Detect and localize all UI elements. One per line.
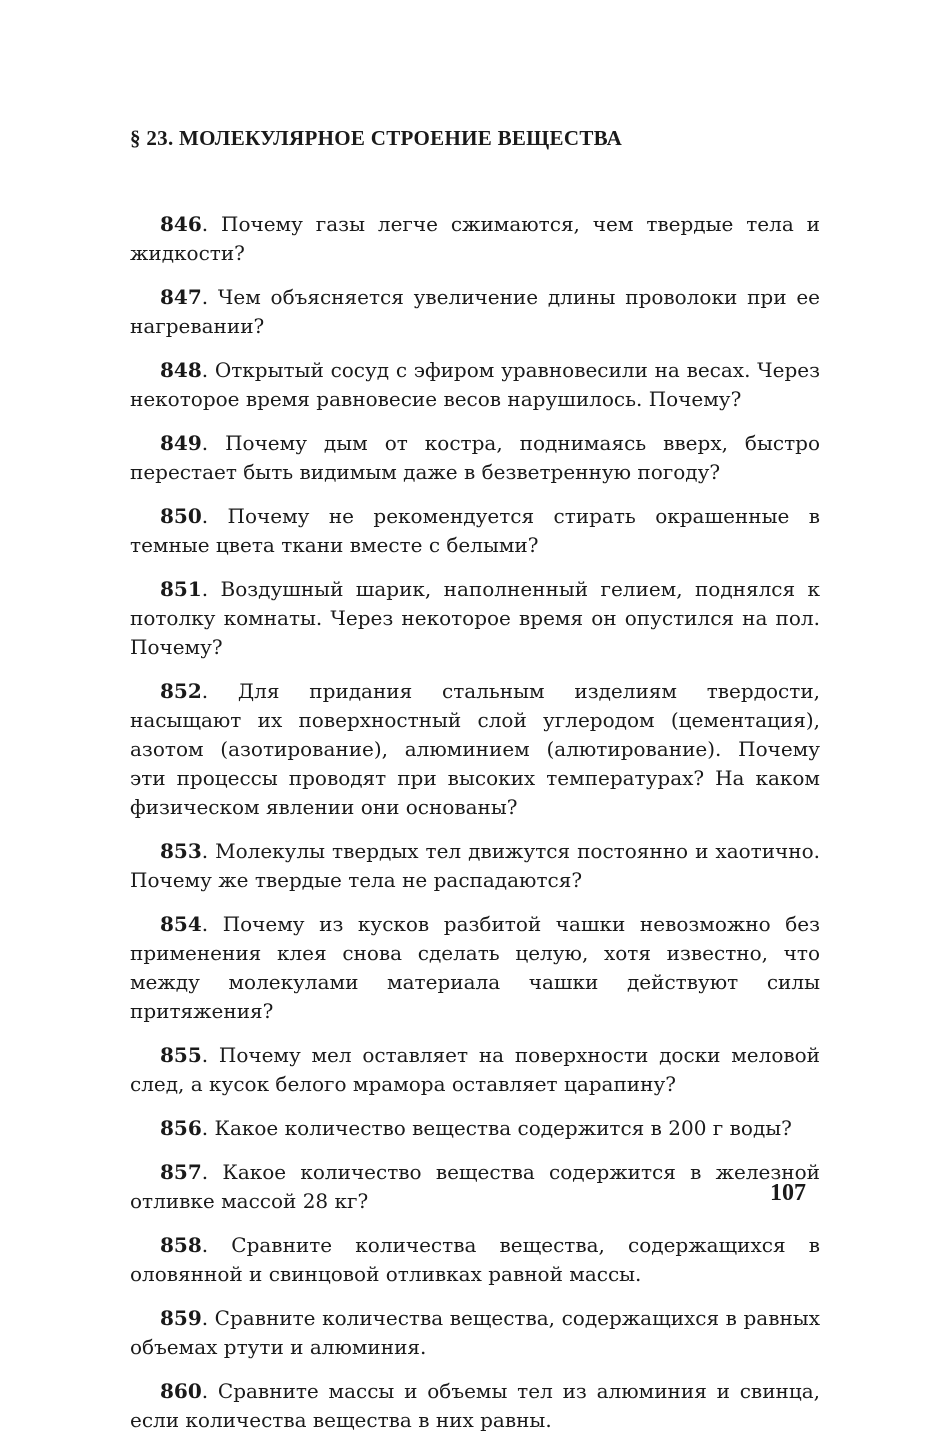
problem-text: Молекулы твердых тел движутся постоянно и хаотично. Почему же твердые тела не распадаются? (130, 839, 820, 892)
problem-number: 860 (160, 1379, 202, 1403)
problem-number: 854 (160, 912, 202, 936)
problem-853: 853. Молекулы твердых тел движутся постоянно и хаотично. Почему же твердые тела не распадаются? (130, 839, 820, 892)
problem-854: 854. Почему из кусков разбитой чашки невозможно без применения клея снова сделать целую, хотя известно, что между молекулами материала чашки действуют силы притяжения? (130, 912, 821, 1023)
problem-847: 847. Чем объясняется увеличение длины проволоки при ее нагревании? (130, 285, 821, 338)
problem-858: 858. Сравните количества вещества, содержащихся в оловянной и свинцовой отливках равной массы. (130, 1233, 821, 1286)
problem-text: Почему из кусков разбитой чашки невозможно без применения клея снова сделать целую, хотя известно, что между молекулами материала чашки действуют силы притяжения? (130, 912, 821, 1023)
problem-848: 848. Открытый сосуд с эфиром уравновесили на весах. Через некоторое время равновесие весов нарушилось. Почему? (130, 358, 820, 411)
problem-text: Какое количество вещества содержится в железной отливке массой 28 кг? (130, 1160, 820, 1213)
problem-number: 859 (160, 1306, 202, 1330)
problem-856: 856. Какое количество вещества содержится в 200 г воды? (160, 1116, 792, 1140)
problem-number: 852 (160, 679, 202, 703)
problem-list (130, 210, 820, 1450)
problem-857: 857. Какое количество вещества содержится в железной отливке массой 28 кг? (130, 1160, 820, 1213)
page-number: 107 (770, 1180, 806, 1206)
problem-859: 859. Сравните количества вещества, содержащихся в равных объемах ртути и алюминия. (130, 1306, 821, 1359)
problem-851: 851. Воздушный шарик, наполненный гелием, поднялся к потолку комнаты. Через некоторое время он опустился на пол. Почему? (130, 577, 820, 659)
problem-number: 856 (160, 1116, 202, 1140)
problem-text: Сравните массы и объемы тел из алюминия и свинца, если количества вещества в них равны. (130, 1379, 820, 1432)
problem-text: Открытый сосуд с эфиром уравновесили на весах. Через некоторое время равновесие весов нарушилось. Почему? (130, 358, 820, 411)
problem-text: Какое количество вещества содержится в 200 г воды? (214, 1116, 792, 1140)
problem-number: 848 (160, 358, 202, 382)
problem-text: Почему дым от костра, поднимаясь вверх, быстро перестает быть видимым даже в безветренную погоду? (130, 431, 820, 484)
problem-852: 852. Для придания стальным изделиям твердости, насыщают их поверхностный слой углеродом (цементация), азотом (азотирование), алюминием (алютирование). Почему эти процессы проводят при высоких температурах? На каком физическом явлении они основаны? (130, 679, 821, 819)
section-heading: § 23. МОЛЕКУЛЯРНОЕ СТРОЕНИЕ ВЕЩЕСТВА (130, 126, 623, 150)
problem-number: 857 (160, 1160, 202, 1184)
problem-number: 850 (160, 504, 202, 528)
problem-text: Почему не рекомендуется стирать окрашенные в темные цвета ткани вместе с белыми? (130, 504, 820, 557)
problem-number: 849 (160, 431, 202, 455)
problem-text: Сравните количества вещества, содержащихся в оловянной и свинцовой отливках равной массы. (130, 1233, 821, 1286)
problem-number: 853 (160, 839, 202, 863)
problem-text: Воздушный шарик, наполненный гелием, поднялся к потолку комнаты. Через некоторое время он опустился на пол. Почему? (130, 577, 820, 659)
problem-number: 855 (160, 1043, 202, 1067)
problem-text: Почему газы легче сжимаются, чем твердые тела и жидкости? (130, 212, 820, 265)
problem-849: 849. Почему дым от костра, поднимаясь вверх, быстро перестает быть видимым даже в безветренную погоду? (130, 431, 820, 484)
problem-number: 847 (160, 285, 202, 309)
problem-number: 851 (160, 577, 202, 601)
problem-850: 850. Почему не рекомендуется стирать окрашенные в темные цвета ткани вместе с белыми? (130, 504, 820, 557)
problem-855: 855. Почему мел оставляет на поверхности доски меловой след, а кусок белого мрамора оставляет царапину? (130, 1043, 821, 1096)
problem-846: 846. Почему газы легче сжимаются, чем твердые тела и жидкости? (130, 212, 820, 265)
problem-number: 858 (160, 1233, 202, 1257)
problem-number: 846 (160, 212, 202, 236)
problem-text: Для придания стальным изделиям твердости, насыщают их поверхностный слой углеродом (цементация), азотом (азотирование), алюминием (алютирование). Почему эти процессы проводят при высоких температурах? На каком физическом явлении они основаны? (130, 679, 821, 819)
problem-text: Почему мел оставляет на поверхности доски меловой след, а кусок белого мрамора оставляет царапину? (130, 1043, 821, 1096)
problem-860: 860. Сравните массы и объемы тел из алюминия и свинца, если количества вещества в них равны. (130, 1379, 820, 1432)
problem-text: Чем объясняется увеличение длины проволоки при ее нагревании? (130, 285, 821, 338)
problem-text: Сравните количества вещества, содержащихся в равных объемах ртути и алюминия. (130, 1306, 821, 1359)
